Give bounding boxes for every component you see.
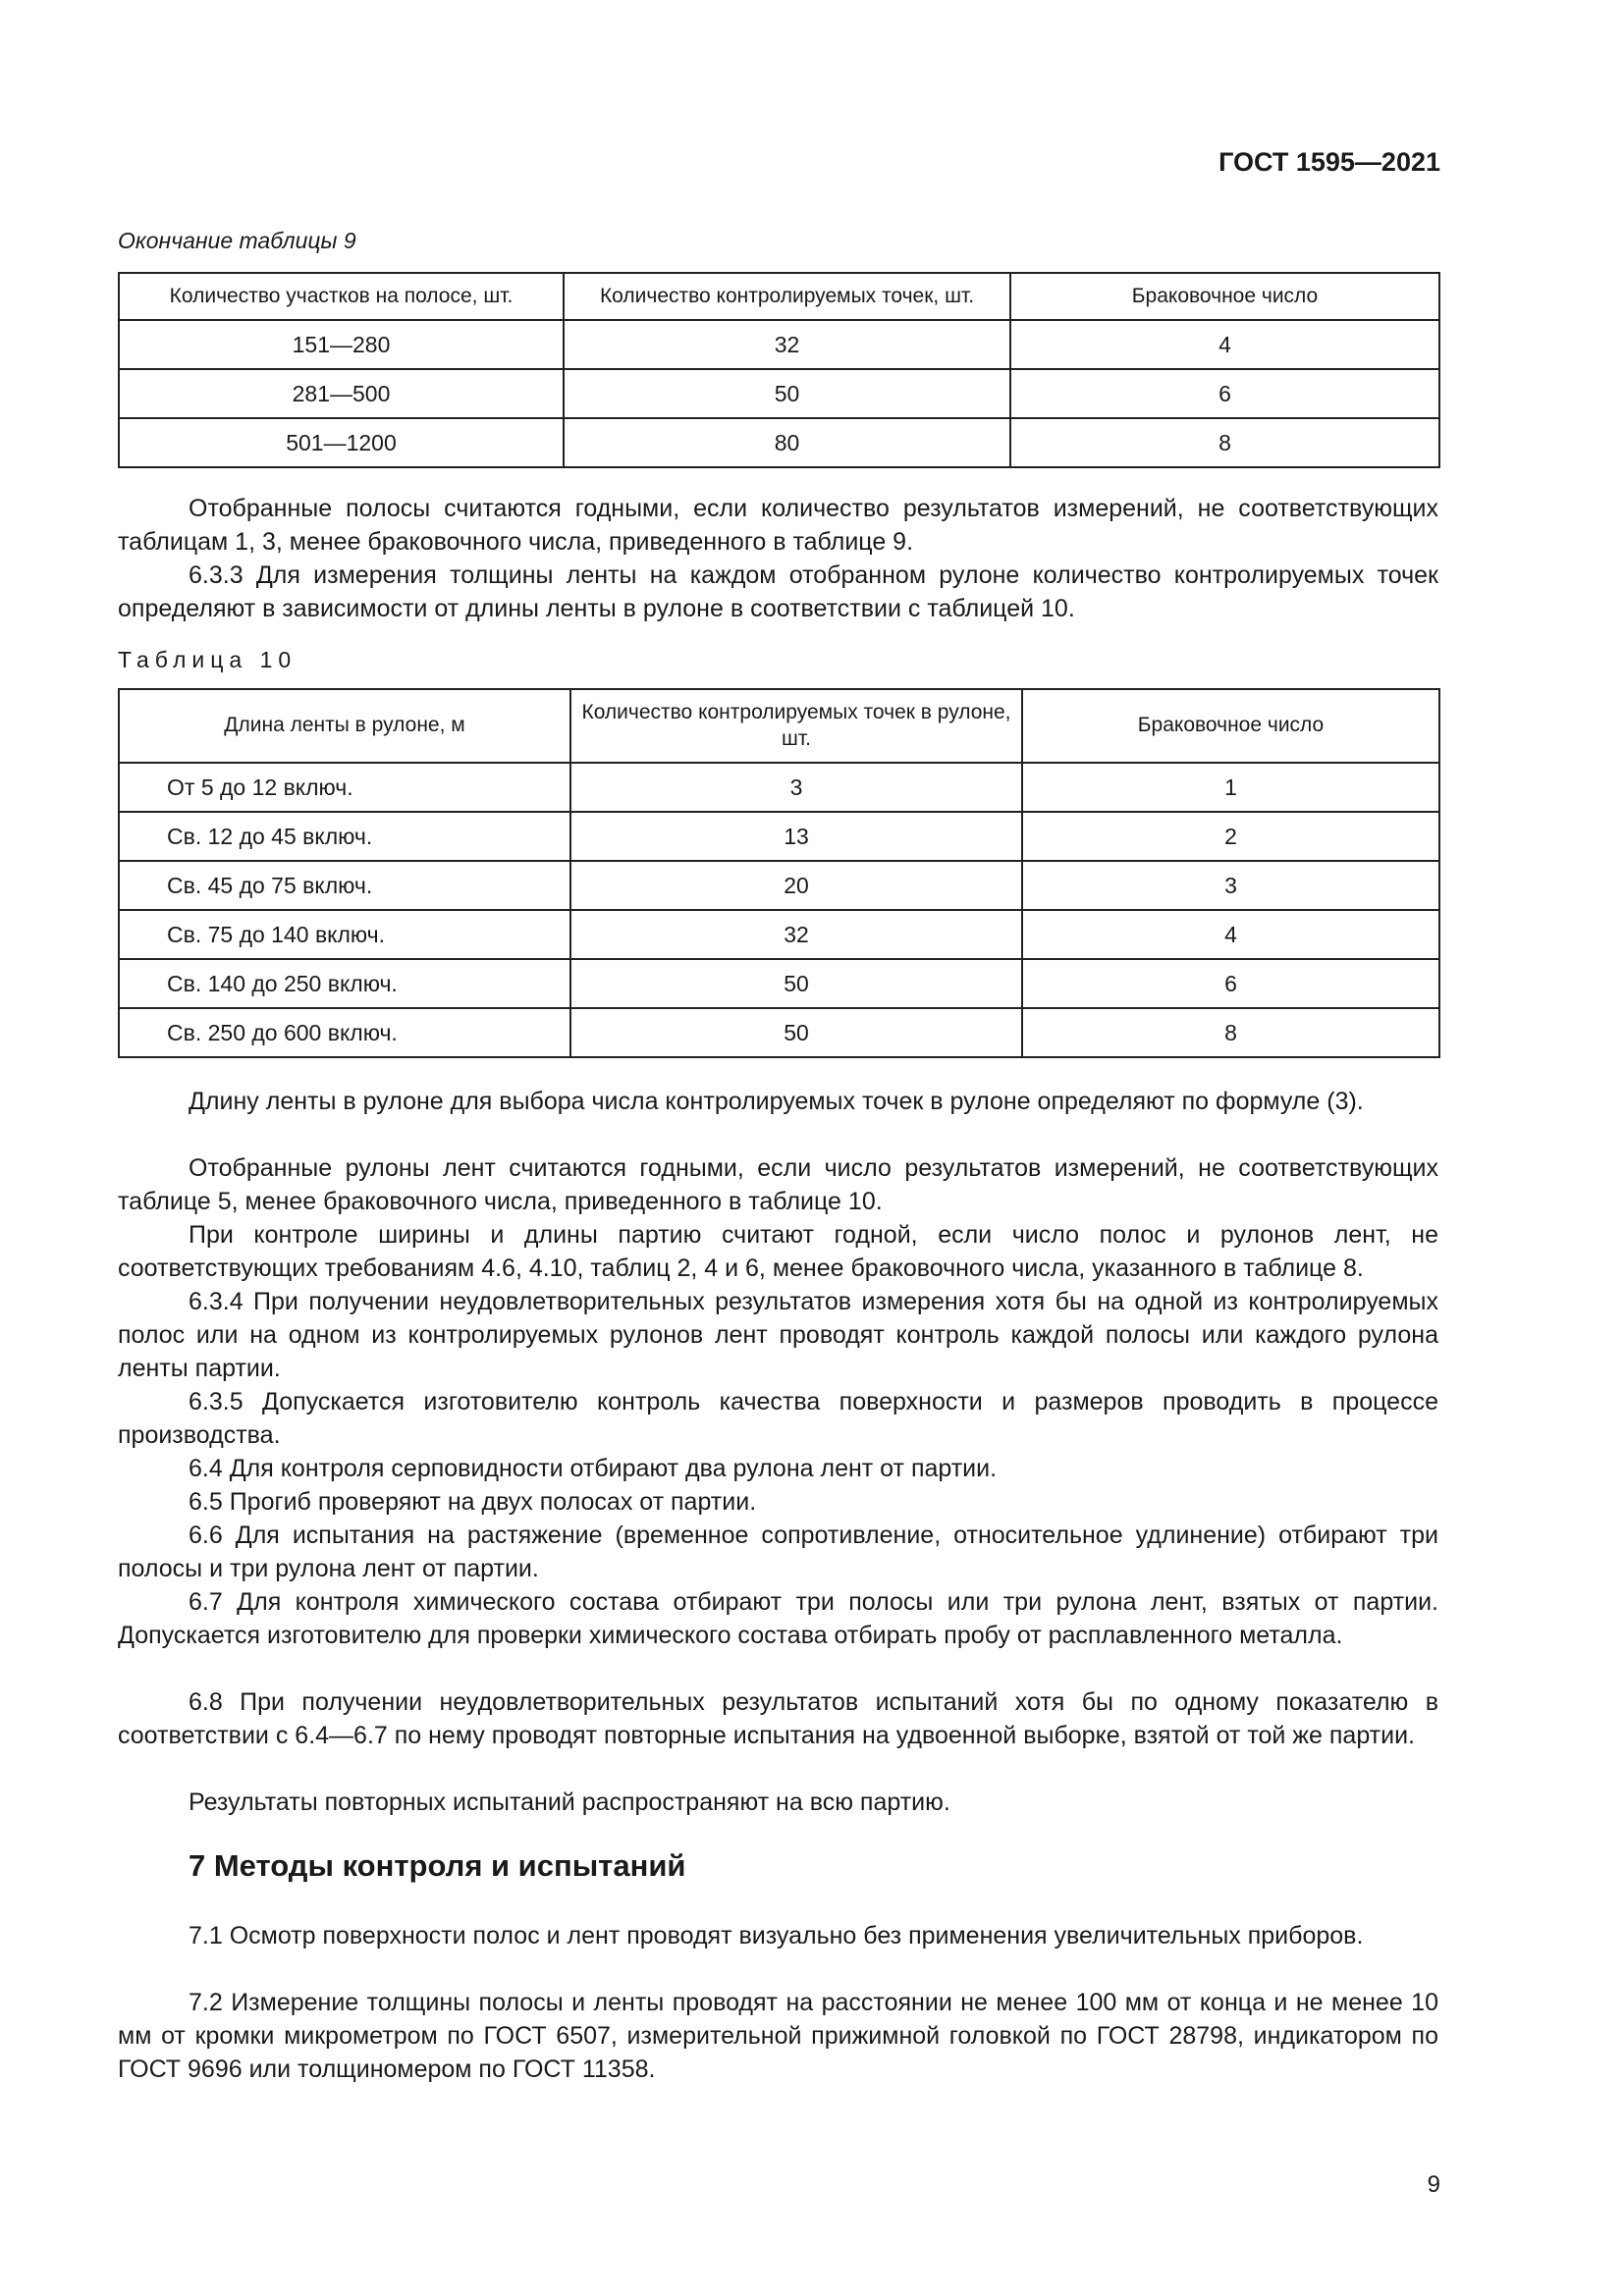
column-header: Браковочное число xyxy=(1022,689,1439,763)
table-cell: От 5 до 12 включ. xyxy=(119,763,570,812)
table-cell: 151—280 xyxy=(119,320,564,369)
table-row xyxy=(119,959,1439,1008)
table-row xyxy=(119,910,1439,959)
section-heading: 7 Методы контроля и испытаний xyxy=(189,1848,686,1883)
table10-caption: Таблица 10 xyxy=(118,647,298,672)
paragraph: 6.3.4 При получении неудовлетворительных результатов измерения хотя бы на одной из контролируемых полос или на одном из контролируемых рулонов лент проводят контроль каждой полосы или каждого рулона ленты партии. xyxy=(118,1288,1438,1382)
paragraph: 6.3.3 Для измерения толщины ленты на каждом отобранном рулоне количество контролируемых точек определяют в зависимости от длины ленты в рулоне в соответствии с таблицей 10. xyxy=(118,561,1438,622)
column-header: Браковочное число xyxy=(1010,273,1439,320)
table-cell: 4 xyxy=(1010,320,1439,369)
table-row xyxy=(119,320,1439,369)
table-cell: Св. 250 до 600 включ. xyxy=(119,1008,570,1057)
table-row xyxy=(119,812,1439,861)
table-cell: 50 xyxy=(570,1008,1022,1057)
table-cell: 2 xyxy=(1022,812,1439,861)
paragraph: 6.3.5 Допускается изготовителю контроль качества поверхности и размеров проводить в процессе производства. xyxy=(118,1388,1438,1449)
paragraph: Отобранные полосы считаются годными, если количество результатов измерений, не соответствующих таблицам 1, 3, менее браковочного числа, приведенного в таблице 9. xyxy=(118,495,1438,556)
paragraph: Результаты повторных испытаний распространяют на всю партию. xyxy=(189,1789,950,1816)
table-cell: 6 xyxy=(1022,959,1439,1008)
table-header-row xyxy=(119,689,1439,763)
table-cell: Св. 45 до 75 включ. xyxy=(119,861,570,910)
table-cell: 501—1200 xyxy=(119,418,564,467)
paragraph: При контроле ширины и длины партию считают годной, если число полос и рулонов лент, не соответствующих требованиям 4.6, 4.10, таблиц 2, 4 и 6, менее браковочного числа, указанного в таблице 8. xyxy=(118,1221,1438,1282)
table-cell: 8 xyxy=(1022,1008,1439,1057)
table-cell: 32 xyxy=(570,910,1022,959)
table-cell: 50 xyxy=(564,369,1010,418)
table-cell: 32 xyxy=(564,320,1010,369)
table-row xyxy=(119,763,1439,812)
table-cell: 3 xyxy=(570,763,1022,812)
table-cell: 8 xyxy=(1010,418,1439,467)
table-cell: 6 xyxy=(1010,369,1439,418)
table-cell: 3 xyxy=(1022,861,1439,910)
page-number: 9 xyxy=(1427,2171,1440,2198)
paragraph: Длину ленты в рулоне для выбора числа контролируемых точек в рулоне определяют по формуле (3). xyxy=(189,1088,1364,1115)
table-cell: Св. 75 до 140 включ. xyxy=(119,910,570,959)
column-header: Длина ленты в рулоне, м xyxy=(119,689,570,763)
table-row xyxy=(119,1008,1439,1057)
table-9 xyxy=(118,272,1440,468)
paragraph: 6.6 Для испытания на растяжение (временное сопротивление, относительное удлинение) отбирают три полосы и три рулона лент от партии. xyxy=(118,1522,1438,1582)
column-header: Количество контролируемых точек, шт. xyxy=(564,273,1010,320)
paragraph: 6.4 Для контроля серповидности отбирают два рулона лент от партии. xyxy=(189,1455,998,1482)
paragraph: 7.2 Измерение толщины полосы и ленты проводят на расстоянии не менее 100 мм от конца и не менее 10 мм от кромки микрометром по ГОСТ 6507, измерительной прижимной головкой по ГОСТ 28798, индикатором по ГОСТ 9696 или толщиномером по ГОСТ 11358. xyxy=(118,1989,1438,2083)
paragraph: 6.8 При получении неудовлетворительных результатов испытаний хотя бы по одному показателю в соответствии с 6.4—6.7 по нему проводят повторные испытания на удвоенной выборке, взятой от той же партии. xyxy=(118,1688,1438,1749)
column-header: Количество участков на полосе, шт. xyxy=(119,273,564,320)
table-row xyxy=(119,369,1439,418)
table-cell: Св. 12 до 45 включ. xyxy=(119,812,570,861)
table-10 xyxy=(118,688,1440,1058)
table-header-row xyxy=(119,273,1439,320)
table-cell: 1 xyxy=(1022,763,1439,812)
table-cell: 281—500 xyxy=(119,369,564,418)
table9-caption: Окончание таблицы 9 xyxy=(118,228,356,253)
table-row xyxy=(119,861,1439,910)
table-row xyxy=(119,418,1439,467)
table-cell: 20 xyxy=(570,861,1022,910)
table-cell: Св. 140 до 250 включ. xyxy=(119,959,570,1008)
column-header: Количество контролируемых точек в рулоне, шт. xyxy=(570,689,1022,763)
paragraph: 7.1 Осмотр поверхности полос и лент проводят визуально без применения увеличительных приборов. xyxy=(189,1922,1364,1949)
paragraph: 6.7 Для контроля химического состава отбирают три полосы или три рулона лент, взятых от партии. Допускается изготовителю для проверки химического состава отбирать пробу от расплавленного металла. xyxy=(118,1588,1438,1649)
table-cell: 50 xyxy=(570,959,1022,1008)
paragraph: 6.5 Прогиб проверяют на двух полосах от партии. xyxy=(189,1488,757,1516)
table-cell: 80 xyxy=(564,418,1010,467)
paragraph: Отобранные рулоны лент считаются годными, если число результатов измерений, не соответствующих таблице 5, менее браковочного числа, приведенного в таблице 10. xyxy=(118,1154,1438,1215)
table-cell: 13 xyxy=(570,812,1022,861)
table-cell: 4 xyxy=(1022,910,1439,959)
document-code: ГОСТ 1595—2021 xyxy=(1218,147,1440,177)
